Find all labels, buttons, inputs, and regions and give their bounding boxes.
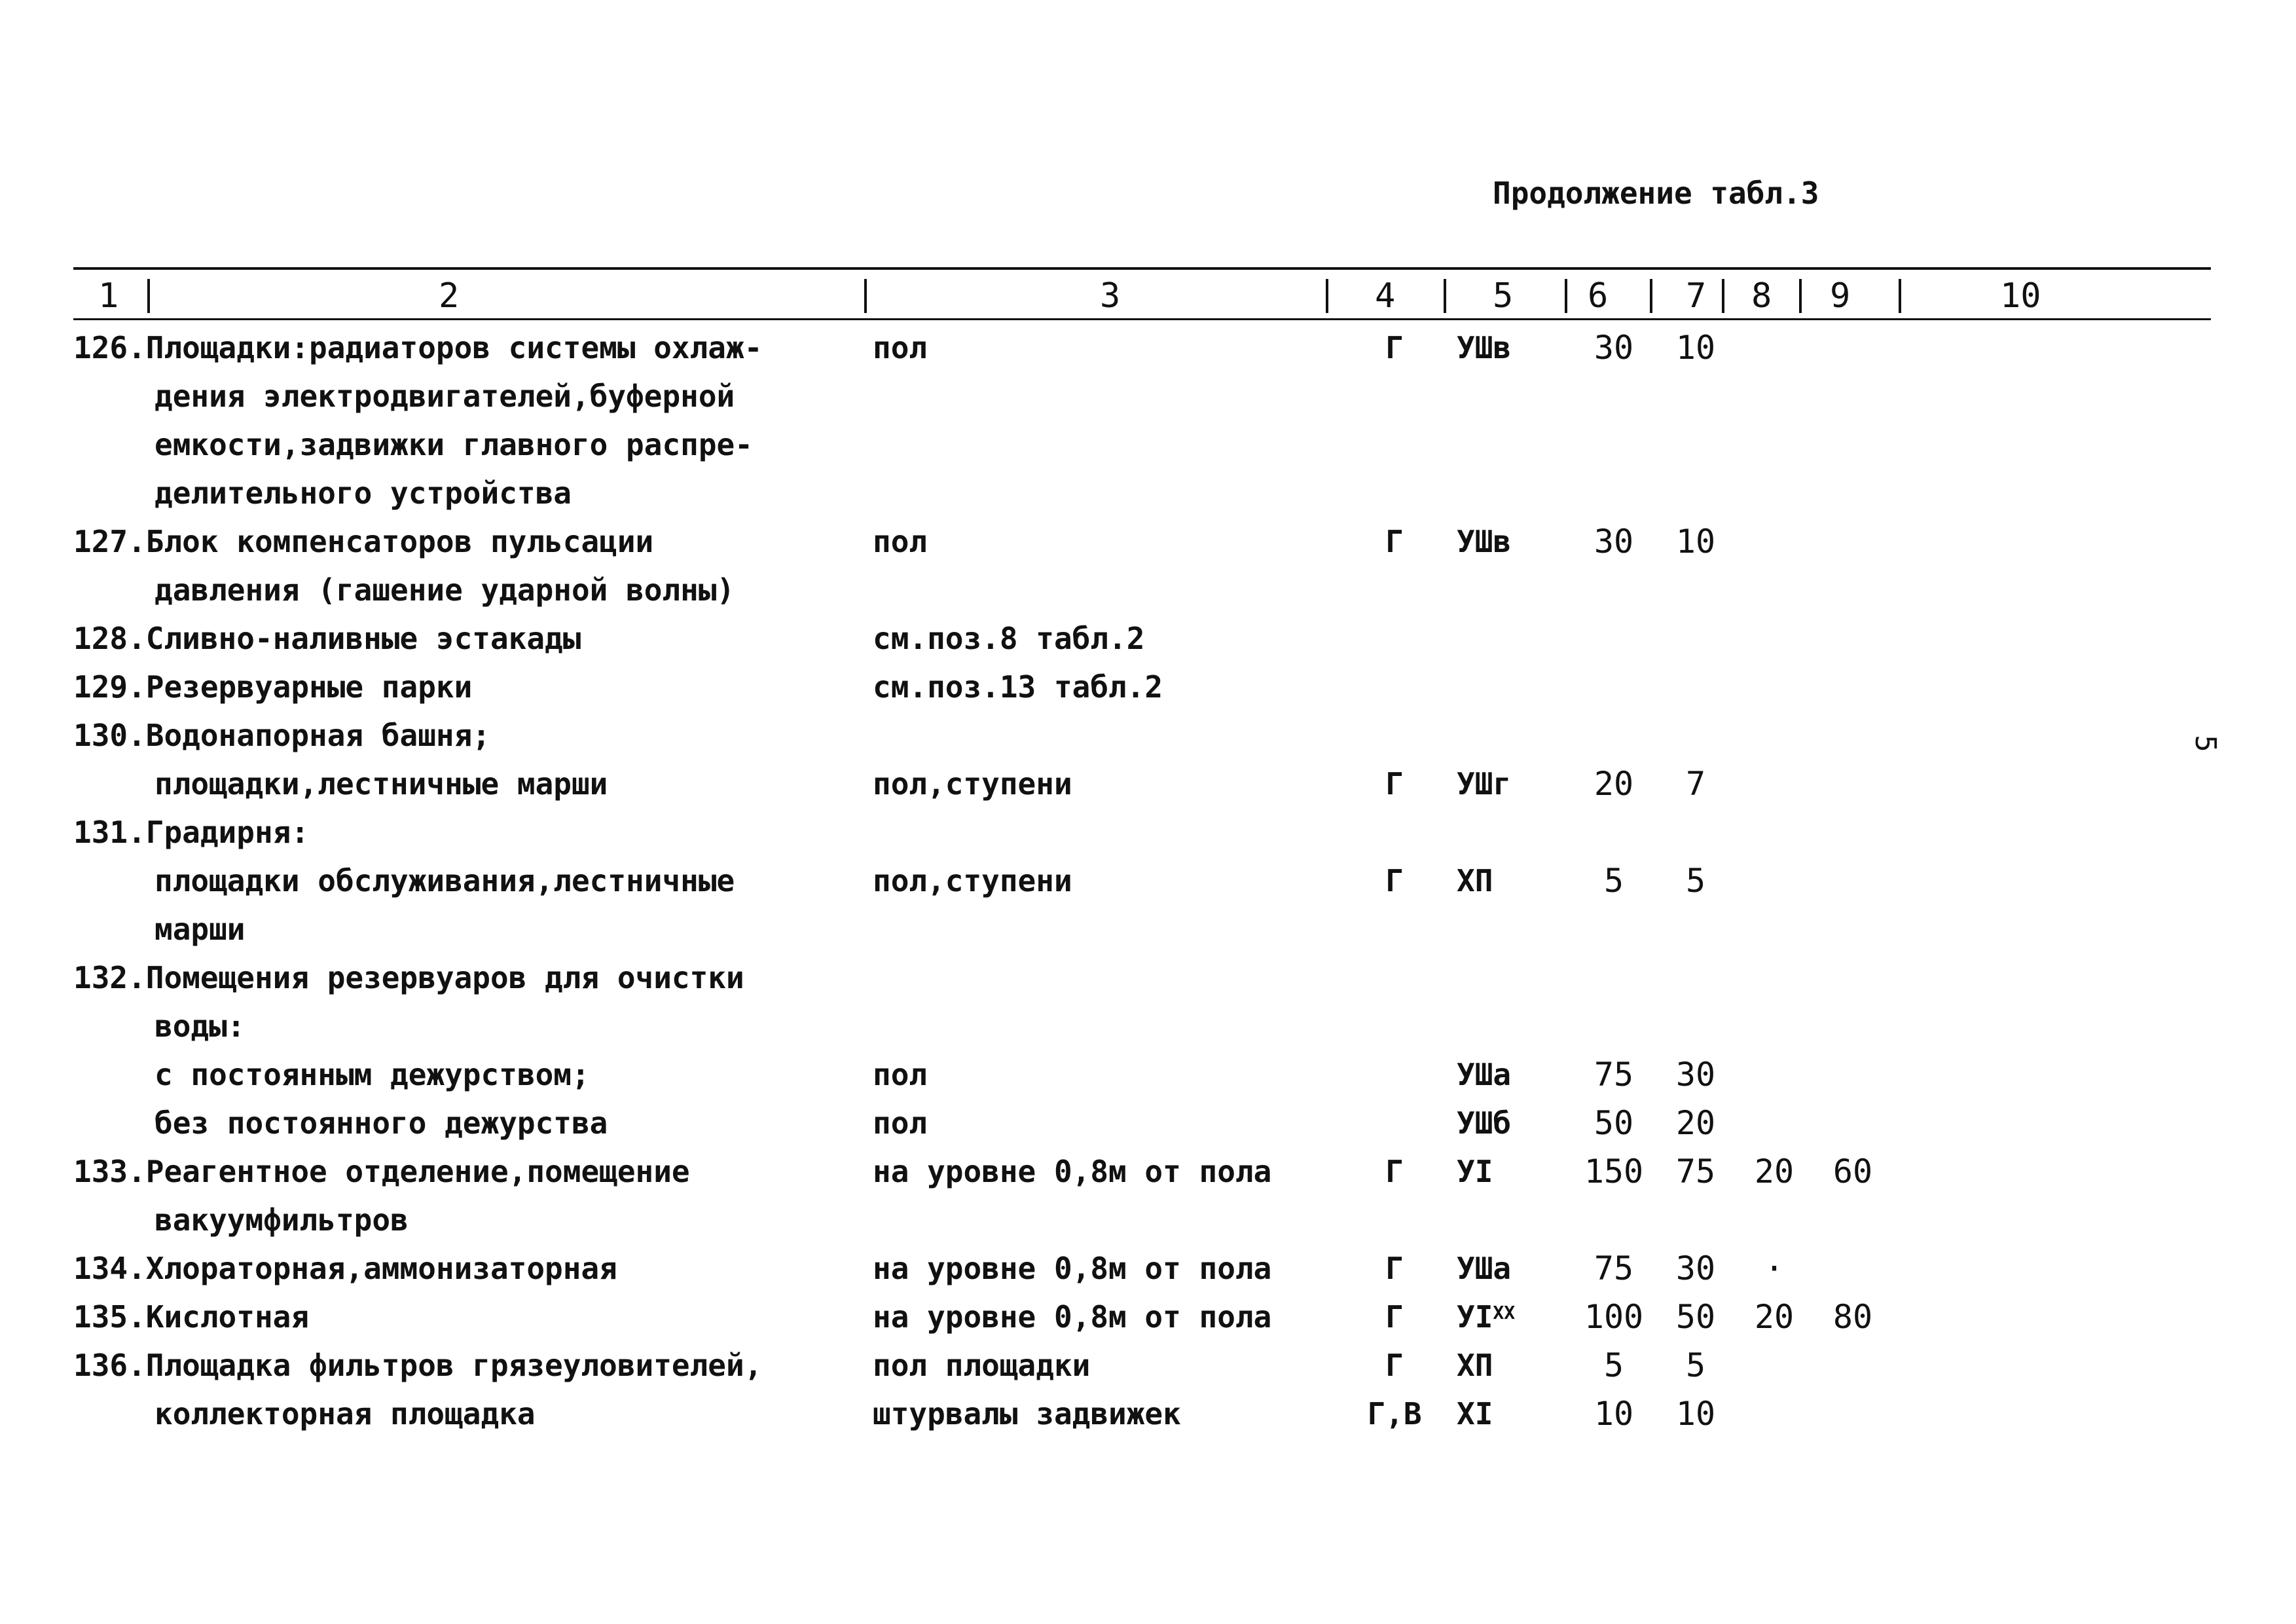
header-separator [1444, 279, 1446, 313]
row-col-9: 60 [1832, 1153, 1873, 1190]
row-col-5: УШв [1457, 524, 1512, 559]
row-surface: пол [873, 1057, 928, 1092]
row-col-6: 30 [1594, 523, 1634, 561]
row-surface: пол [873, 330, 928, 365]
header-col-7: 7 [1686, 276, 1707, 316]
row-surface: пол [873, 524, 928, 559]
footnote-mark: ХХ [1493, 1302, 1516, 1323]
row-description: 132.Помещения резервуаров для очистки [73, 960, 744, 995]
row-surface: штурвалы задвижек [873, 1396, 1181, 1431]
row-col-4: Г [1385, 863, 1404, 898]
row-col-6: 150 [1584, 1153, 1644, 1190]
header-col-6: 6 [1588, 276, 1609, 316]
row-description: марши [155, 912, 246, 947]
row-col-7: 50 [1675, 1298, 1716, 1336]
row-surface: на уровне 0,8м от пола [873, 1251, 1272, 1286]
header-separator [1326, 279, 1328, 313]
header-separator [1899, 279, 1901, 313]
row-col-5: УI [1457, 1154, 1493, 1189]
row-col-4: Г [1385, 1299, 1404, 1335]
row-surface: см.поз.8 табл.2 [873, 621, 1145, 656]
row-col-5: УШб [1457, 1105, 1512, 1141]
row-col-7: 75 [1675, 1153, 1716, 1190]
row-col-5: УШг [1457, 766, 1512, 802]
row-col-8: · [1764, 1249, 1785, 1287]
row-description: без постоянного дежурства [155, 1105, 608, 1141]
row-surface: см.поз.13 табл.2 [873, 669, 1163, 705]
row-col-5-text: УI [1457, 1299, 1493, 1335]
header-col-9: 9 [1830, 276, 1851, 316]
row-description: 126.Площадки:радиаторов системы охлаж- [73, 330, 763, 365]
row-col-5: УШа [1457, 1251, 1512, 1286]
header-separator [147, 279, 150, 313]
row-col-6: 75 [1594, 1249, 1634, 1287]
row-col-4: Г [1385, 524, 1404, 559]
row-col-4: Г [1385, 330, 1404, 365]
row-description: коллекторная площадка [155, 1396, 536, 1431]
row-description: вакуумфильтров [155, 1202, 409, 1238]
margin-page-mark: 5 [2188, 735, 2222, 752]
header-separator [1650, 279, 1652, 313]
row-surface: на уровне 0,8м от пола [873, 1299, 1272, 1335]
row-col-5: ХП [1457, 863, 1493, 898]
table-top-rule [73, 267, 2211, 270]
row-col-5: УШа [1457, 1057, 1512, 1092]
row-surface: пол,ступени [873, 863, 1072, 898]
row-col-4: Г [1385, 766, 1404, 802]
row-col-7: 10 [1675, 329, 1716, 367]
row-description: 128.Сливно-наливные эстакады [73, 621, 581, 656]
row-col-7: 7 [1685, 765, 1706, 803]
row-description: 133.Реагентное отделение,помещение [73, 1154, 690, 1189]
row-col-4: Г [1385, 1251, 1404, 1286]
table-header-rule [73, 318, 2211, 320]
row-description: дения электродвигателей,буферной [155, 378, 735, 414]
row-description: 131.Градирня: [73, 815, 310, 850]
row-description: емкости,задвижки главного распре- [155, 427, 753, 462]
header-col-2: 2 [439, 276, 460, 316]
header-col-4: 4 [1375, 276, 1396, 316]
row-col-5: УШв [1457, 330, 1512, 365]
row-col-5: XI [1457, 1396, 1493, 1431]
row-col-6: 5 [1603, 1346, 1624, 1384]
row-description: 129.Резервуарные парки [73, 669, 473, 705]
header-separator [864, 279, 867, 313]
row-col-8: 20 [1754, 1153, 1795, 1190]
row-col-7: 20 [1675, 1104, 1716, 1142]
row-col-8: 20 [1754, 1298, 1795, 1336]
header-separator [1722, 279, 1724, 313]
row-col-5: ХП [1457, 1348, 1493, 1383]
header-col-1: 1 [98, 276, 119, 316]
row-col-6: 50 [1594, 1104, 1634, 1142]
row-col-7: 5 [1685, 1346, 1706, 1384]
row-col-6: 5 [1603, 862, 1624, 900]
header-col-10: 10 [2000, 276, 2041, 316]
header-col-3: 3 [1100, 276, 1121, 316]
row-col-5 [1457, 1293, 1548, 1341]
row-col-7: 30 [1675, 1249, 1716, 1287]
row-col-6: 30 [1594, 329, 1634, 367]
row-col-4: Г [1385, 1348, 1404, 1383]
row-col-7: 10 [1675, 523, 1716, 561]
row-description: с постоянным дежурством; [155, 1057, 590, 1092]
row-col-9: 80 [1832, 1298, 1873, 1336]
row-col-7: 30 [1675, 1056, 1716, 1094]
row-surface: пол [873, 1105, 928, 1141]
row-description: воды: [155, 1008, 246, 1044]
header-col-5: 5 [1493, 276, 1514, 316]
row-col-6: 75 [1594, 1056, 1634, 1094]
header-separator [1565, 279, 1567, 313]
row-col-6: 10 [1594, 1395, 1634, 1433]
row-col-7: 10 [1675, 1395, 1716, 1433]
row-description: 127.Блок компенсаторов пульсации [73, 524, 654, 559]
row-description: площадки обслуживания,лестничные [155, 863, 735, 898]
row-description: 135.Кислотная [73, 1299, 310, 1335]
row-col-6: 20 [1594, 765, 1634, 803]
header-separator [1799, 279, 1802, 313]
row-description: давления (гашение ударной волны) [155, 572, 735, 608]
row-description: 134.Хлораторная,аммонизаторная [73, 1251, 617, 1286]
row-surface: пол,ступени [873, 766, 1072, 802]
row-description: делительного устройства [155, 475, 572, 511]
row-col-4: Г [1385, 1154, 1404, 1189]
row-surface: пол площадки [873, 1348, 1091, 1383]
row-description: 130.Водонапорная башня; [73, 718, 490, 753]
row-description: площадки,лестничные марши [155, 766, 608, 802]
header-col-8: 8 [1751, 276, 1772, 316]
row-col-4: Г,В [1367, 1396, 1422, 1431]
row-surface: на уровне 0,8м от пола [873, 1154, 1272, 1189]
row-description: 136.Площадка фильтров грязеуловителей, [73, 1348, 763, 1383]
row-col-6: 100 [1584, 1298, 1644, 1336]
row-col-7: 5 [1685, 862, 1706, 900]
page-label: Продолжение табл.3 [1493, 175, 1819, 211]
